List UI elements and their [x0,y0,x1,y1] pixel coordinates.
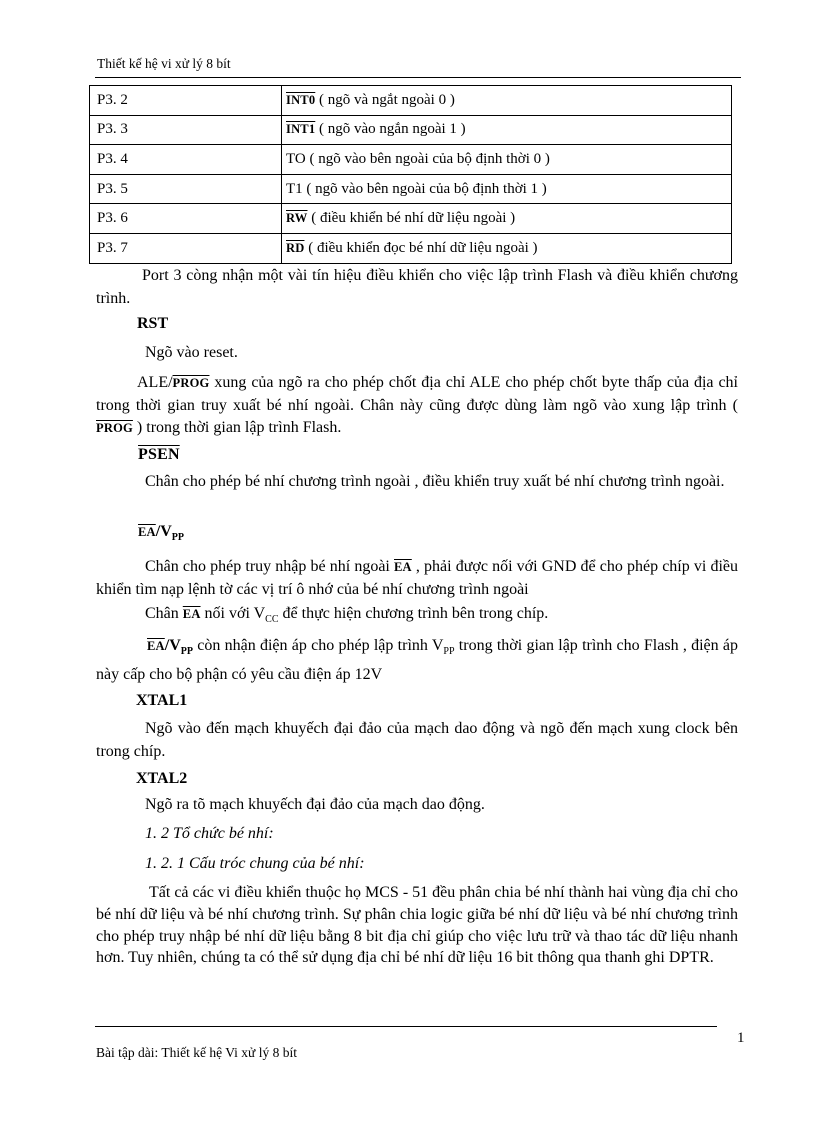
footer-divider [95,1026,717,1027]
pin-cell: P3. 2 [90,86,282,116]
table-row [90,233,732,263]
signal-cell [282,204,732,234]
page-footer: Bài tập dài: Thiết kế hệ Vi xử lý 8 bít [96,1045,297,1060]
xtal2-text: Ngõ ra tõ mạch khuyếch đại đảo của mạch dao động. [145,796,485,813]
table-row [90,145,732,175]
psen-heading: PSEN [138,446,180,463]
signal-cell [282,145,732,175]
signal-name: $\overline{RW}$ [286,211,308,226]
port3-pin-table [89,85,732,264]
ale-label: ALE/ [137,374,173,391]
rst-heading: RST [137,315,169,332]
pin-cell: P3. 7 [90,233,282,263]
ea-text: để thực hiện chương trình bên trong chíp. [278,605,549,622]
xtal1-paragraph: Ngõ vào đến mạch khuyếch đại đảo của mạch dao động và ngõ đến mạch xung clock bên trong chíp. [96,720,738,760]
prog-signal: PROG [96,421,133,435]
rst-text: Ngõ vào reset. [145,344,238,361]
xtal1-heading: XTAL1 [136,692,188,709]
ale-paragraph [96,372,738,440]
pin-cell: P3. 3 [90,115,282,145]
signal-name: INT0 [286,92,316,107]
ea-text: Chân [145,605,183,622]
pin-cell: P3. 6 [90,204,282,234]
signal-cell [282,233,732,263]
page-number: 1 [737,1030,745,1046]
section-heading-1-2-1: 1. 2. 1 Cấu tróc chung của bé nhí: [145,855,365,872]
table-row [90,174,732,204]
xtal2-heading: XTAL2 [136,770,188,787]
ea-text: nối với V [200,605,266,622]
ea-vpp-inline [147,637,193,658]
page-header: Thiết kế hệ vi xử lý 8 bít [97,56,231,71]
ale-text: xung của ngõ ra cho phép chốt địa chỉ ALE cho phép chốt byte thấp của địa chỉ trong thời gian truy xuất bé nhí ngoài. Chân này cũng được dùng làm ngõ vào xung lập trình ( [96,374,738,414]
memory-paragraph: Tất cả các vi điều khiển thuộc họ MCS - 51 đều phân chia bé nhí thành hai vùng địa chỉ cho bé nhí dữ liệu và bé nhí chương trình. Sự phân chia logic giữa bé nhí dữ liệu và bé nhí chương trình cho phép truy nhập bé nhí dữ liệu bằng 8 bit địa chỉ giúp cho việc lưu trữ và thao tác dữ liệu nhanh hơn. Tuy nhiên, chúng ta có thể sử dụng địa chỉ bé nhí dữ liệu 16 bit thông qua thanh ghi DPTR. [96,884,738,967]
pin-cell: P3. 5 [90,174,282,204]
signal-desc: ( điều khiển bé nhí dữ liệu ngoài ) [307,210,516,227]
ea-signal: $\overline{EA}$ [394,560,412,574]
signal-desc: ( ngõ và ngắt ngoài 0 ) [315,91,455,108]
signal-cell [282,86,732,116]
signal-name: $\overline{RD}$ [286,240,305,255]
table-row [90,86,732,116]
signal-desc: TO ( ngõ vào bên ngoài của bộ định thời 0 ) [286,150,550,167]
ea-text: Chân cho phép truy nhập bé nhí ngoài [145,558,395,575]
ea-text: còn nhận điện áp cho phép lập trình V [192,637,444,654]
psen-paragraph: Chân cho phép bé nhí chương trình ngoài , điều khiển truy xuất bé nhí chương trình ngoài. [145,473,725,490]
vpp-sub: PP [180,646,193,658]
vpp-sub: PP [443,646,455,658]
ea-signal: $\overline{EA}$ [147,639,165,653]
signal-cell [282,174,732,204]
pin-cell: P3. 4 [90,145,282,175]
ea-signal: $\overline{EA}$ [138,525,156,539]
ea-text: trong thời gian lập trình cho Flash , điện áp này cấp cho bộ phận có yêu cầu điện áp 12V [96,637,739,683]
prog-signal: PROG [172,376,210,390]
signal-name: INT1 [286,122,316,137]
port3-paragraph: Port 3 còng nhận một vài tín hiệu điều khiển cho việc lập trình Flash và điều khiển chương trình. [96,267,738,307]
ea-signal: $\overline{EA}$ [182,607,201,621]
signal-desc: T1 ( ngõ vào bên ngoài của bộ định thời 1 ) [286,180,547,197]
table-row [90,204,732,234]
ea-heading [138,523,184,543]
signal-cell [282,115,732,145]
signal-desc: ( điều khiển đọc bé nhí dữ liệu ngoài ) [304,239,538,256]
vcc-sub: CC [265,614,279,626]
ea-paragraph-1 [96,556,738,601]
ale-text-end: ) trong thời gian lập trình Flash. [132,419,342,436]
vpp-label: /V [155,523,172,540]
ea-paragraph-2 [145,605,548,625]
table-row [90,115,732,145]
section-heading-1-2: 1. 2 Tổ chức bé nhí: [145,825,274,842]
header-divider [95,77,741,78]
signal-desc: ( ngõ vào ngắn ngoài 1 ) [315,121,466,138]
vpp-sub: PP [171,532,184,544]
ea-text: , phải được nối với GND để cho phép chíp vi điều khiển tìm nạp lệnh tờ các vị trí ô nhớ của bé nhí chương trình ngoài [96,558,739,598]
vpp-label: /V [164,637,181,654]
ea-paragraph-3 [96,635,738,686]
